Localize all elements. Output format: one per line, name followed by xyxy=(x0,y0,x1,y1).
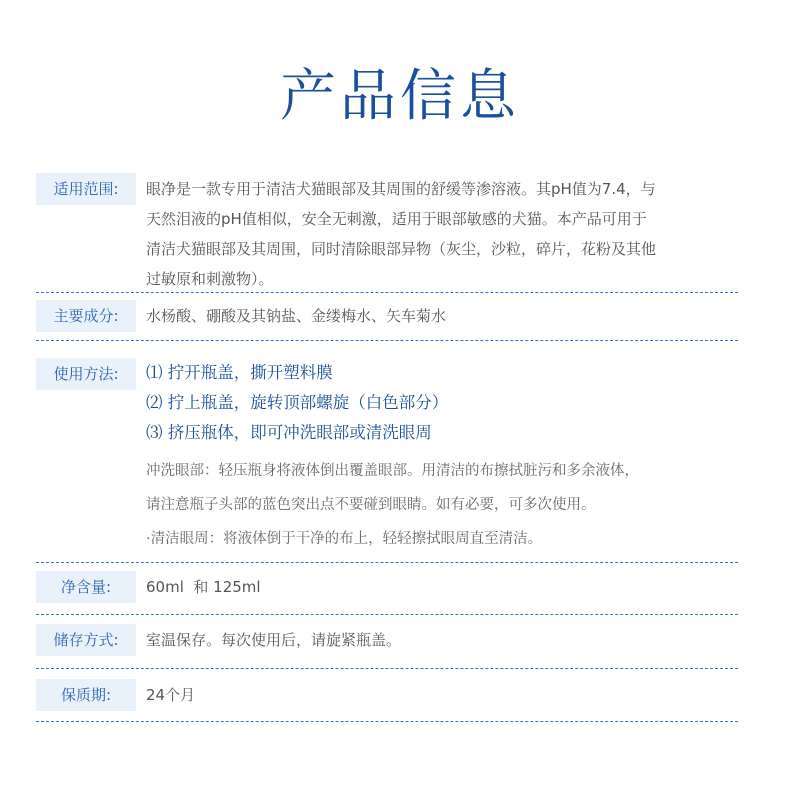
divider xyxy=(36,614,738,615)
shelf-life-text: 24个月 xyxy=(146,686,196,704)
divider xyxy=(36,340,738,341)
ingredients-text: 水杨酸、硼酸及其钠盐、金缕梅水、矢车菊水 xyxy=(146,307,447,325)
scope-content xyxy=(146,174,738,294)
scope-label: 适用范围: xyxy=(36,173,136,205)
usage-note: ·清洁眼周：将液体倒于干净的布上，轻轻擦拭眼周直至清洁。 xyxy=(146,531,543,547)
ingredients-label: 主要成分: xyxy=(36,300,136,332)
divider xyxy=(36,562,738,563)
shelf-life-content xyxy=(146,679,738,711)
usage-content xyxy=(146,358,738,556)
usage-step: ⑶ 挤压瓶体，即可冲洗眼部或清洗眼周 xyxy=(146,423,432,442)
scope-line: 清洁犬猫眼部及其周围，同时清除眼部异物（灰尘，沙粒，碎片，花粉及其他 xyxy=(146,240,657,258)
divider xyxy=(36,668,738,669)
storage-content xyxy=(146,624,738,656)
divider xyxy=(36,721,738,722)
volume-text: 60ml 和 125ml xyxy=(146,578,261,596)
usage-note: 请注意瓶子头部的蓝色突出点不要碰到眼睛。如有必要，可多次使用。 xyxy=(146,497,596,513)
usage-note: 冲洗眼部：轻压瓶身将液体倒出覆盖眼部。用清洁的布擦拭脏污和多余液体， xyxy=(146,463,639,479)
storage-text: 室温保存。每次使用后，请旋紧瓶盖。 xyxy=(146,631,402,649)
volume-content xyxy=(146,571,738,603)
usage-label: 使用方法: xyxy=(36,358,136,390)
storage-label: 储存方式: xyxy=(36,624,136,656)
scope-line: 过敏原和刺激物）。 xyxy=(146,270,274,288)
volume-label: 净含量: xyxy=(36,571,136,603)
scope-line: 眼净是一款专用于清洁犬猫眼部及其周围的舒缓等渗溶液。其pH值为7.4，与 xyxy=(146,180,656,198)
ingredients-content xyxy=(146,300,738,332)
page-title: 产品信息 xyxy=(280,64,520,129)
usage-step: ⑵ 拧上瓶盖，旋转顶部螺旋（白色部分） xyxy=(146,393,449,412)
scope-line: 天然泪液的pH值相似，安全无刺激，适用于眼部敏感的犬猫。本产品可用于 xyxy=(146,210,647,228)
shelf-life-label: 保质期: xyxy=(36,679,136,711)
divider xyxy=(36,292,738,293)
usage-step: ⑴ 拧开瓶盖，撕开塑料膜 xyxy=(146,363,333,382)
